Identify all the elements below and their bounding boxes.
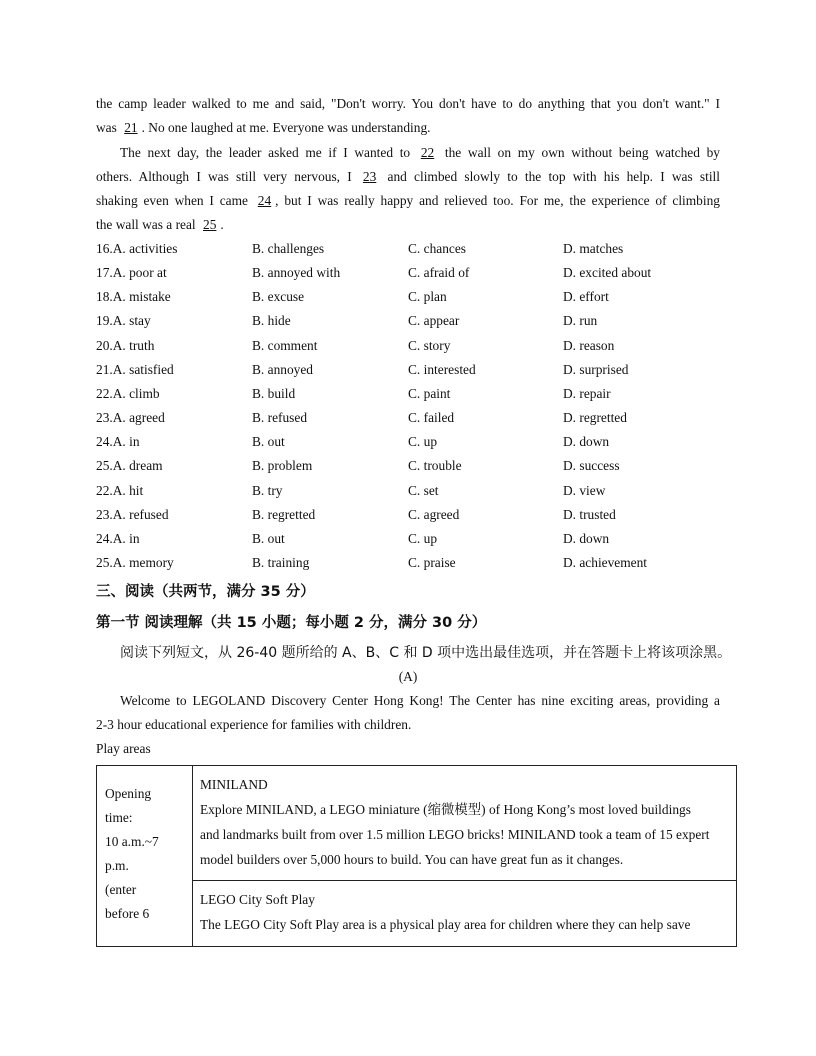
option-c: C. afraid of (408, 265, 470, 281)
option-d: D. repair (563, 385, 611, 401)
play-areas-label: Play areas (96, 741, 151, 756)
opening-line: (enter (105, 882, 137, 897)
option-a: 22.A. climb (96, 385, 160, 401)
option-d: D. run (563, 313, 598, 329)
option-b: B. annoyed with (252, 265, 341, 281)
option-c: C. appear (408, 313, 460, 329)
opening-line: Opening (105, 786, 152, 801)
option-b: B. out (252, 530, 285, 546)
option-d: D. achievement (563, 554, 648, 570)
option-a: 16.A. activities (96, 241, 178, 256)
option-d: D. effort (563, 289, 609, 305)
option-b: B. excuse (252, 289, 305, 305)
option-c: C. failed (408, 410, 455, 426)
option-row (96, 265, 736, 285)
option-d: D. matches (563, 241, 624, 256)
option-d: D. surprised (563, 361, 629, 377)
option-row (96, 386, 736, 406)
option-row (96, 555, 736, 575)
blank-22: 22 (420, 145, 435, 160)
play-areas-table (96, 765, 737, 947)
option-a: 25.A. memory (96, 554, 174, 570)
option-row (96, 410, 736, 430)
passage-text: . No one laughed at me. Everyone was understanding. (141, 120, 431, 135)
option-a: 24.A. in (96, 434, 140, 450)
passage-line (120, 145, 720, 161)
option-d: D. down (563, 434, 610, 450)
option-c: C. up (408, 434, 438, 450)
passage-text: The next day, the leader asked me if I wanted to (120, 145, 411, 160)
passage-text: others. Although I was still very nervous, I (96, 169, 352, 184)
option-a: 19.A. stay (96, 313, 151, 329)
option-a: 25.A. dream (96, 458, 163, 474)
option-b: B. problem (252, 458, 313, 474)
option-row (96, 289, 736, 309)
softplay-line: The LEGO City Soft Play area is a physical play area for children where they can help save (200, 917, 691, 932)
passage-text: and climbed slowly to the top with his help. I was still (387, 169, 720, 184)
option-c: C. agreed (408, 506, 460, 522)
passage-text: shaking even when I came (96, 193, 248, 208)
option-c: C. up (408, 530, 438, 546)
softplay-title: LEGO City Soft Play (200, 892, 315, 907)
miniland-line: and landmarks built from over 1.5 million LEGO bricks! MINILAND took a team of 15 expert (200, 827, 710, 842)
opening-time-cell (97, 766, 193, 947)
option-c: C. set (408, 482, 439, 498)
option-c: C. story (408, 337, 451, 353)
passage-line: the camp leader walked to me and said, "Don't worry. You don't have to do anything that you don't want." I (96, 96, 720, 111)
option-a: 22.A. hit (96, 482, 144, 498)
passage-text: the wall was a real (96, 217, 196, 232)
passage-line (96, 120, 720, 136)
option-b: B. refused (252, 410, 308, 426)
passage-line (96, 193, 720, 209)
option-b: B. build (252, 385, 296, 401)
blank-23: 23 (362, 169, 377, 184)
softplay-cell (193, 881, 737, 947)
passage-line (96, 169, 720, 185)
miniland-line: model builders over 5,000 hours to build. You can have great fun as it changes. (200, 852, 624, 867)
option-row (96, 338, 736, 358)
option-row (96, 362, 736, 382)
option-a: 20.A. truth (96, 337, 155, 353)
option-b: B. hide (252, 313, 291, 329)
option-row (96, 458, 736, 478)
section-heading: 三、阅读（共两节，满分 35 分） (96, 584, 315, 600)
option-d: D. regretted (563, 410, 627, 426)
reading-intro: Welcome to LEGOLAND Discovery Center Hong Kong! The Center has nine exciting areas, providing a (120, 693, 720, 708)
option-b: B. training (252, 554, 310, 570)
option-d: D. trusted (563, 506, 616, 522)
option-a: 24.A. in (96, 530, 140, 546)
option-row (96, 531, 736, 551)
option-c: C. interested (408, 361, 476, 377)
miniland-title: MINILAND (200, 777, 268, 792)
option-b: B. challenges (252, 241, 325, 256)
passage-text: the wall on my own without being watched by (444, 145, 720, 160)
option-row (96, 241, 736, 261)
option-d: D. success (563, 458, 620, 474)
option-b: B. regretted (252, 506, 316, 522)
miniland-line: Explore MINILAND, a LEGO miniature (缩微模型) of Hong Kong’s most loved buildings (200, 802, 691, 817)
option-row (96, 434, 736, 454)
option-d: D. reason (563, 337, 615, 353)
passage-text: . (220, 217, 224, 232)
opening-line: before 6 (105, 906, 150, 921)
option-b: B. out (252, 434, 285, 450)
option-a: 17.A. poor at (96, 265, 167, 281)
option-a: 23.A. agreed (96, 410, 165, 426)
option-row (96, 313, 736, 333)
instructions: 阅读下列短文，从 26-40 题所给的 A、B、C 和 D 项中选出最佳选项，并在答题卡上将该项涂黑。 (120, 645, 732, 661)
passage-line (96, 217, 720, 233)
option-row (96, 507, 736, 527)
passage-label: (A) (398, 669, 418, 684)
option-row (96, 483, 736, 503)
opening-line: p.m. (105, 858, 129, 873)
blank-21: 21 (124, 120, 138, 135)
opening-line: 10 a.m.~7 (105, 834, 159, 849)
blank-25: 25 (203, 217, 217, 232)
option-c: C. praise (408, 554, 456, 570)
part-heading: 第一节 阅读理解（共 15 小题；每小题 2 分，满分 30 分） (96, 615, 487, 631)
option-b: B. try (252, 482, 283, 498)
opening-line: time: (105, 810, 133, 825)
option-b: B. annoyed (252, 361, 313, 377)
option-c: C. plan (408, 289, 447, 305)
passage-text: , but I was really happy and relieved too. For me, the experience of climbing (275, 193, 720, 208)
option-c: C. paint (408, 385, 451, 401)
option-a: 21.A. satisfied (96, 361, 174, 377)
passage-text: was (96, 120, 117, 135)
option-d: D. down (563, 530, 610, 546)
option-c: C. chances (408, 241, 467, 256)
blank-24: 24 (257, 193, 272, 208)
option-a: 18.A. mistake (96, 289, 171, 305)
option-c: C. trouble (408, 458, 462, 474)
reading-intro: 2-3 hour educational experience for families with children. (96, 717, 412, 732)
option-b: B. comment (252, 337, 318, 353)
option-d: D. view (563, 482, 606, 498)
miniland-cell (193, 766, 737, 881)
option-d: D. excited about (563, 265, 652, 281)
option-a: 23.A. refused (96, 506, 169, 522)
